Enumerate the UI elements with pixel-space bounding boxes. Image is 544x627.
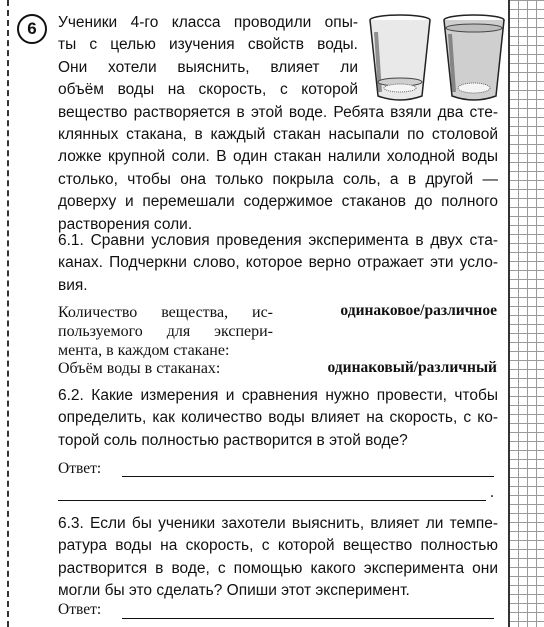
q63-answer-label: Ответ: (58, 601, 102, 618)
q62-line: определить, как количество воды влияет на скорость, с ко- (58, 409, 498, 427)
row1-label-line: пользуемого для экспери- (58, 323, 273, 340)
q63-line: могли бы это сделать? Опиши этот эксперимент. (58, 582, 410, 600)
intro-line: столько, чтобы она только покрыла соль, а в другой — (58, 170, 498, 188)
glass-low-water-icon (370, 15, 430, 100)
intro-line: ты с целью изучения свойств воды. (58, 36, 358, 54)
row1-label (58, 303, 273, 360)
row2-options[interactable]: одинаковый/различный (327, 359, 497, 376)
q61-line: канах. Подчеркни слово, которое верно отражает эти усло- (58, 254, 498, 272)
task-number-badge: 6 (17, 14, 47, 44)
row2-label: Объём воды в стаканах: (58, 360, 221, 377)
q62-end-mark: . (490, 484, 494, 501)
question-6-1 (58, 230, 498, 297)
intro-line: Ученики 4-го класса проводили опы- (58, 14, 358, 31)
intro-line: ложке крупной соли. В один стакан налили холодной воды (58, 148, 498, 166)
intro-line: объём воды на скорость, с которой (58, 81, 358, 99)
row1-label-line: Количество вещества, ис- (58, 304, 273, 321)
answer-grid-margin (509, 0, 544, 627)
q62-answer-label: Ответ: (58, 460, 102, 477)
q63-answer-line-1[interactable] (122, 618, 494, 619)
q62-answer-line-1[interactable] (122, 476, 494, 477)
glass-full-water-icon (444, 15, 504, 100)
intro-line: вещество растворяется в этой воде. Ребята взяли два сте- (58, 103, 498, 121)
glasses-illustration (366, 12, 508, 104)
q63-line: ратура воды на скорость, с которой вещество полностью (58, 537, 498, 555)
question-6-3 (58, 513, 498, 603)
q62-line: торой соль полностью растворится в этой воде? (58, 431, 408, 449)
cut-line (7, 0, 9, 627)
grid-border (508, 0, 510, 627)
q63-line: растворится в воде, с помощью какого эксперимента они (58, 559, 498, 577)
q62-line: 6.2. Какие измерения и сравнения нужно провести, чтобы (58, 387, 498, 404)
intro-line: Они хотели выяснить, влияет ли (58, 58, 358, 76)
intro-line: растворения соли. (58, 215, 193, 233)
q61-line: вия. (58, 276, 88, 294)
intro-line: клянных стакана, в каждый стакан насыпали по столовой (58, 126, 498, 144)
row1-options[interactable]: одинаковое/различное (340, 302, 497, 319)
q61-line: 6.1. Сравни условия проведения эксперимента в двух ста- (58, 232, 498, 249)
q63-line: 6.3. Если бы ученики захотели выяснить, влияет ли темпе- (58, 515, 498, 532)
row1-label-line: мента, в каждом стакане: (58, 342, 230, 359)
q62-answer-line-2[interactable] (58, 500, 486, 501)
question-6-2 (58, 385, 498, 452)
intro-line: доверху и перемешали содержимое стаканов до полного (58, 193, 498, 211)
